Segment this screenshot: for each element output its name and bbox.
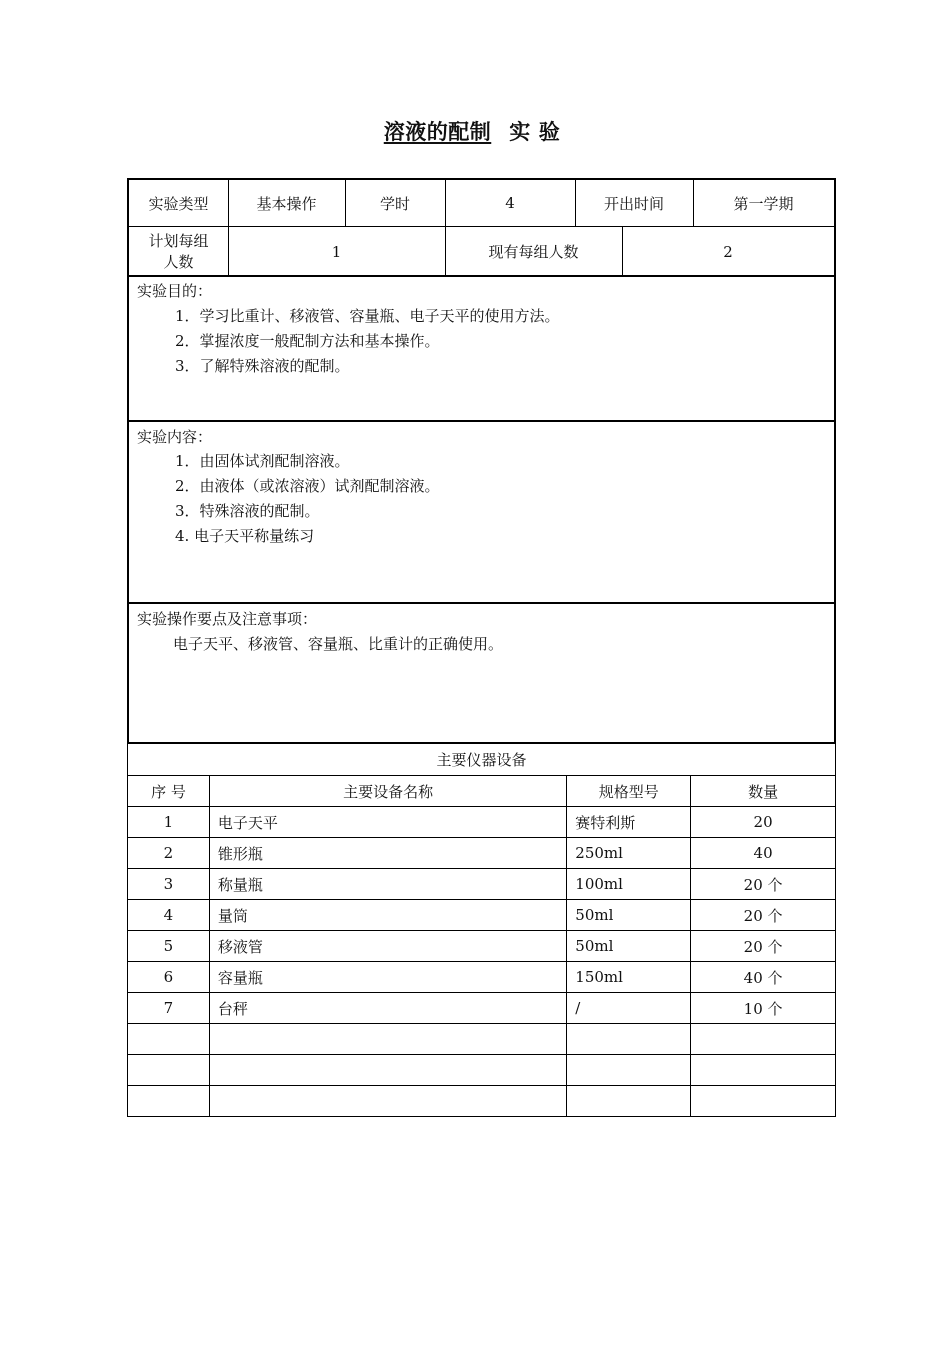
plan-label-line-1: 计划每组 <box>148 231 209 250</box>
equipment-header-row <box>128 776 836 807</box>
type-label: 实验类型 <box>148 194 209 213</box>
row-index: 3 <box>128 869 210 900</box>
table-row <box>128 931 836 962</box>
row-quantity <box>691 1024 836 1055</box>
notes-section <box>127 602 836 744</box>
header-index: 序 号 <box>128 776 210 807</box>
row-spec: / <box>567 993 691 1024</box>
row-index: 1 <box>128 807 210 838</box>
notes-text: 电子天平、移液管、容量瓶、比重计的正确使用。 <box>173 635 504 653</box>
row-index <box>128 1086 210 1117</box>
row-spec: 100ml <box>567 869 691 900</box>
row-quantity: 40 <box>691 838 836 869</box>
row-quantity: 10 个 <box>691 993 836 1024</box>
table-row <box>128 962 836 993</box>
purpose-item: 2．掌握浓度一般配制方法和基本操作。 <box>175 332 440 350</box>
row-quantity: 20 个 <box>691 900 836 931</box>
row-spec <box>567 1055 691 1086</box>
row-name: 量筒 <box>209 900 566 931</box>
content-item: 2．由液体（或浓溶液）试剂配制溶液。 <box>175 477 440 495</box>
row-name <box>209 1055 566 1086</box>
purpose-heading: 实验目的： <box>137 282 213 300</box>
notes-heading: 实验操作要点及注意事项： <box>137 610 318 628</box>
header-spec: 规格型号 <box>567 776 691 807</box>
content-item: 4. 电子天平称量练习 <box>175 527 315 545</box>
table-row <box>128 900 836 931</box>
row-quantity <box>691 1086 836 1117</box>
row-index: 5 <box>128 931 210 962</box>
content-heading: 实验内容： <box>137 428 213 446</box>
row-spec: 50ml <box>567 900 691 931</box>
content-section <box>127 420 836 604</box>
row-spec: 250ml <box>567 838 691 869</box>
current-value: 2 <box>723 242 733 261</box>
row-name: 容量瓶 <box>209 962 566 993</box>
title-main: 溶液的配制 <box>383 119 492 144</box>
plan-label <box>129 226 228 277</box>
row-spec: 50ml <box>567 931 691 962</box>
row-name: 锥形瓶 <box>209 838 566 869</box>
table-row-empty <box>128 1055 836 1086</box>
purpose-section <box>127 275 836 422</box>
title-sub <box>509 119 568 144</box>
purpose-item: 3．了解特殊溶液的配制。 <box>175 357 350 375</box>
document-title <box>0 116 952 146</box>
row-name: 移液管 <box>209 931 566 962</box>
table-row <box>128 869 836 900</box>
row-name <box>209 1086 566 1117</box>
title-sub-2: 验 <box>538 119 561 144</box>
row-name: 台秤 <box>209 993 566 1024</box>
purpose-item: 1．学习比重计、移液管、容量瓶、电子天平的使用方法。 <box>175 307 560 325</box>
row-spec: 150ml <box>567 962 691 993</box>
header-name: 主要设备名称 <box>209 776 566 807</box>
equipment-caption: 主要仪器设备 <box>128 743 836 776</box>
row-index: 4 <box>128 900 210 931</box>
row-quantity: 20 个 <box>691 931 836 962</box>
table-row <box>128 993 836 1024</box>
row-quantity: 20 <box>691 807 836 838</box>
table-row <box>128 807 836 838</box>
title-sub-1: 实 <box>509 119 531 144</box>
type-value: 基本操作 <box>256 194 317 213</box>
row-quantity <box>691 1055 836 1086</box>
row-spec: 赛特利斯 <box>567 807 691 838</box>
table-row-empty <box>128 1086 836 1117</box>
row-name: 电子天平 <box>209 807 566 838</box>
plan-label-line-2: 人数 <box>163 252 194 271</box>
content-item: 3．特殊溶液的配制。 <box>175 502 320 520</box>
equipment-table <box>127 742 836 1117</box>
header-quantity: 数量 <box>691 776 836 807</box>
current-label: 现有每组人数 <box>488 243 579 261</box>
hours-label: 学时 <box>379 194 410 213</box>
table-row-empty <box>128 1024 836 1055</box>
time-label: 开出时间 <box>603 194 664 213</box>
row-index: 6 <box>128 962 210 993</box>
table-row <box>128 838 836 869</box>
row-index <box>128 1024 210 1055</box>
info-box <box>127 178 836 277</box>
row-name: 称量瓶 <box>209 869 566 900</box>
content-item: 1．由固体试剂配制溶液。 <box>175 452 350 470</box>
equipment-caption-row <box>128 743 836 776</box>
hours-value: 4 <box>505 194 515 212</box>
row-quantity: 20 个 <box>691 869 836 900</box>
row-index: 7 <box>128 993 210 1024</box>
row-quantity: 40 个 <box>691 962 836 993</box>
row-name <box>209 1024 566 1055</box>
row-spec <box>567 1086 691 1117</box>
row-index: 2 <box>128 838 210 869</box>
plan-value: 1 <box>331 242 342 261</box>
time-value: 第一学期 <box>733 194 794 213</box>
row-spec <box>567 1024 691 1055</box>
row-index <box>128 1055 210 1086</box>
